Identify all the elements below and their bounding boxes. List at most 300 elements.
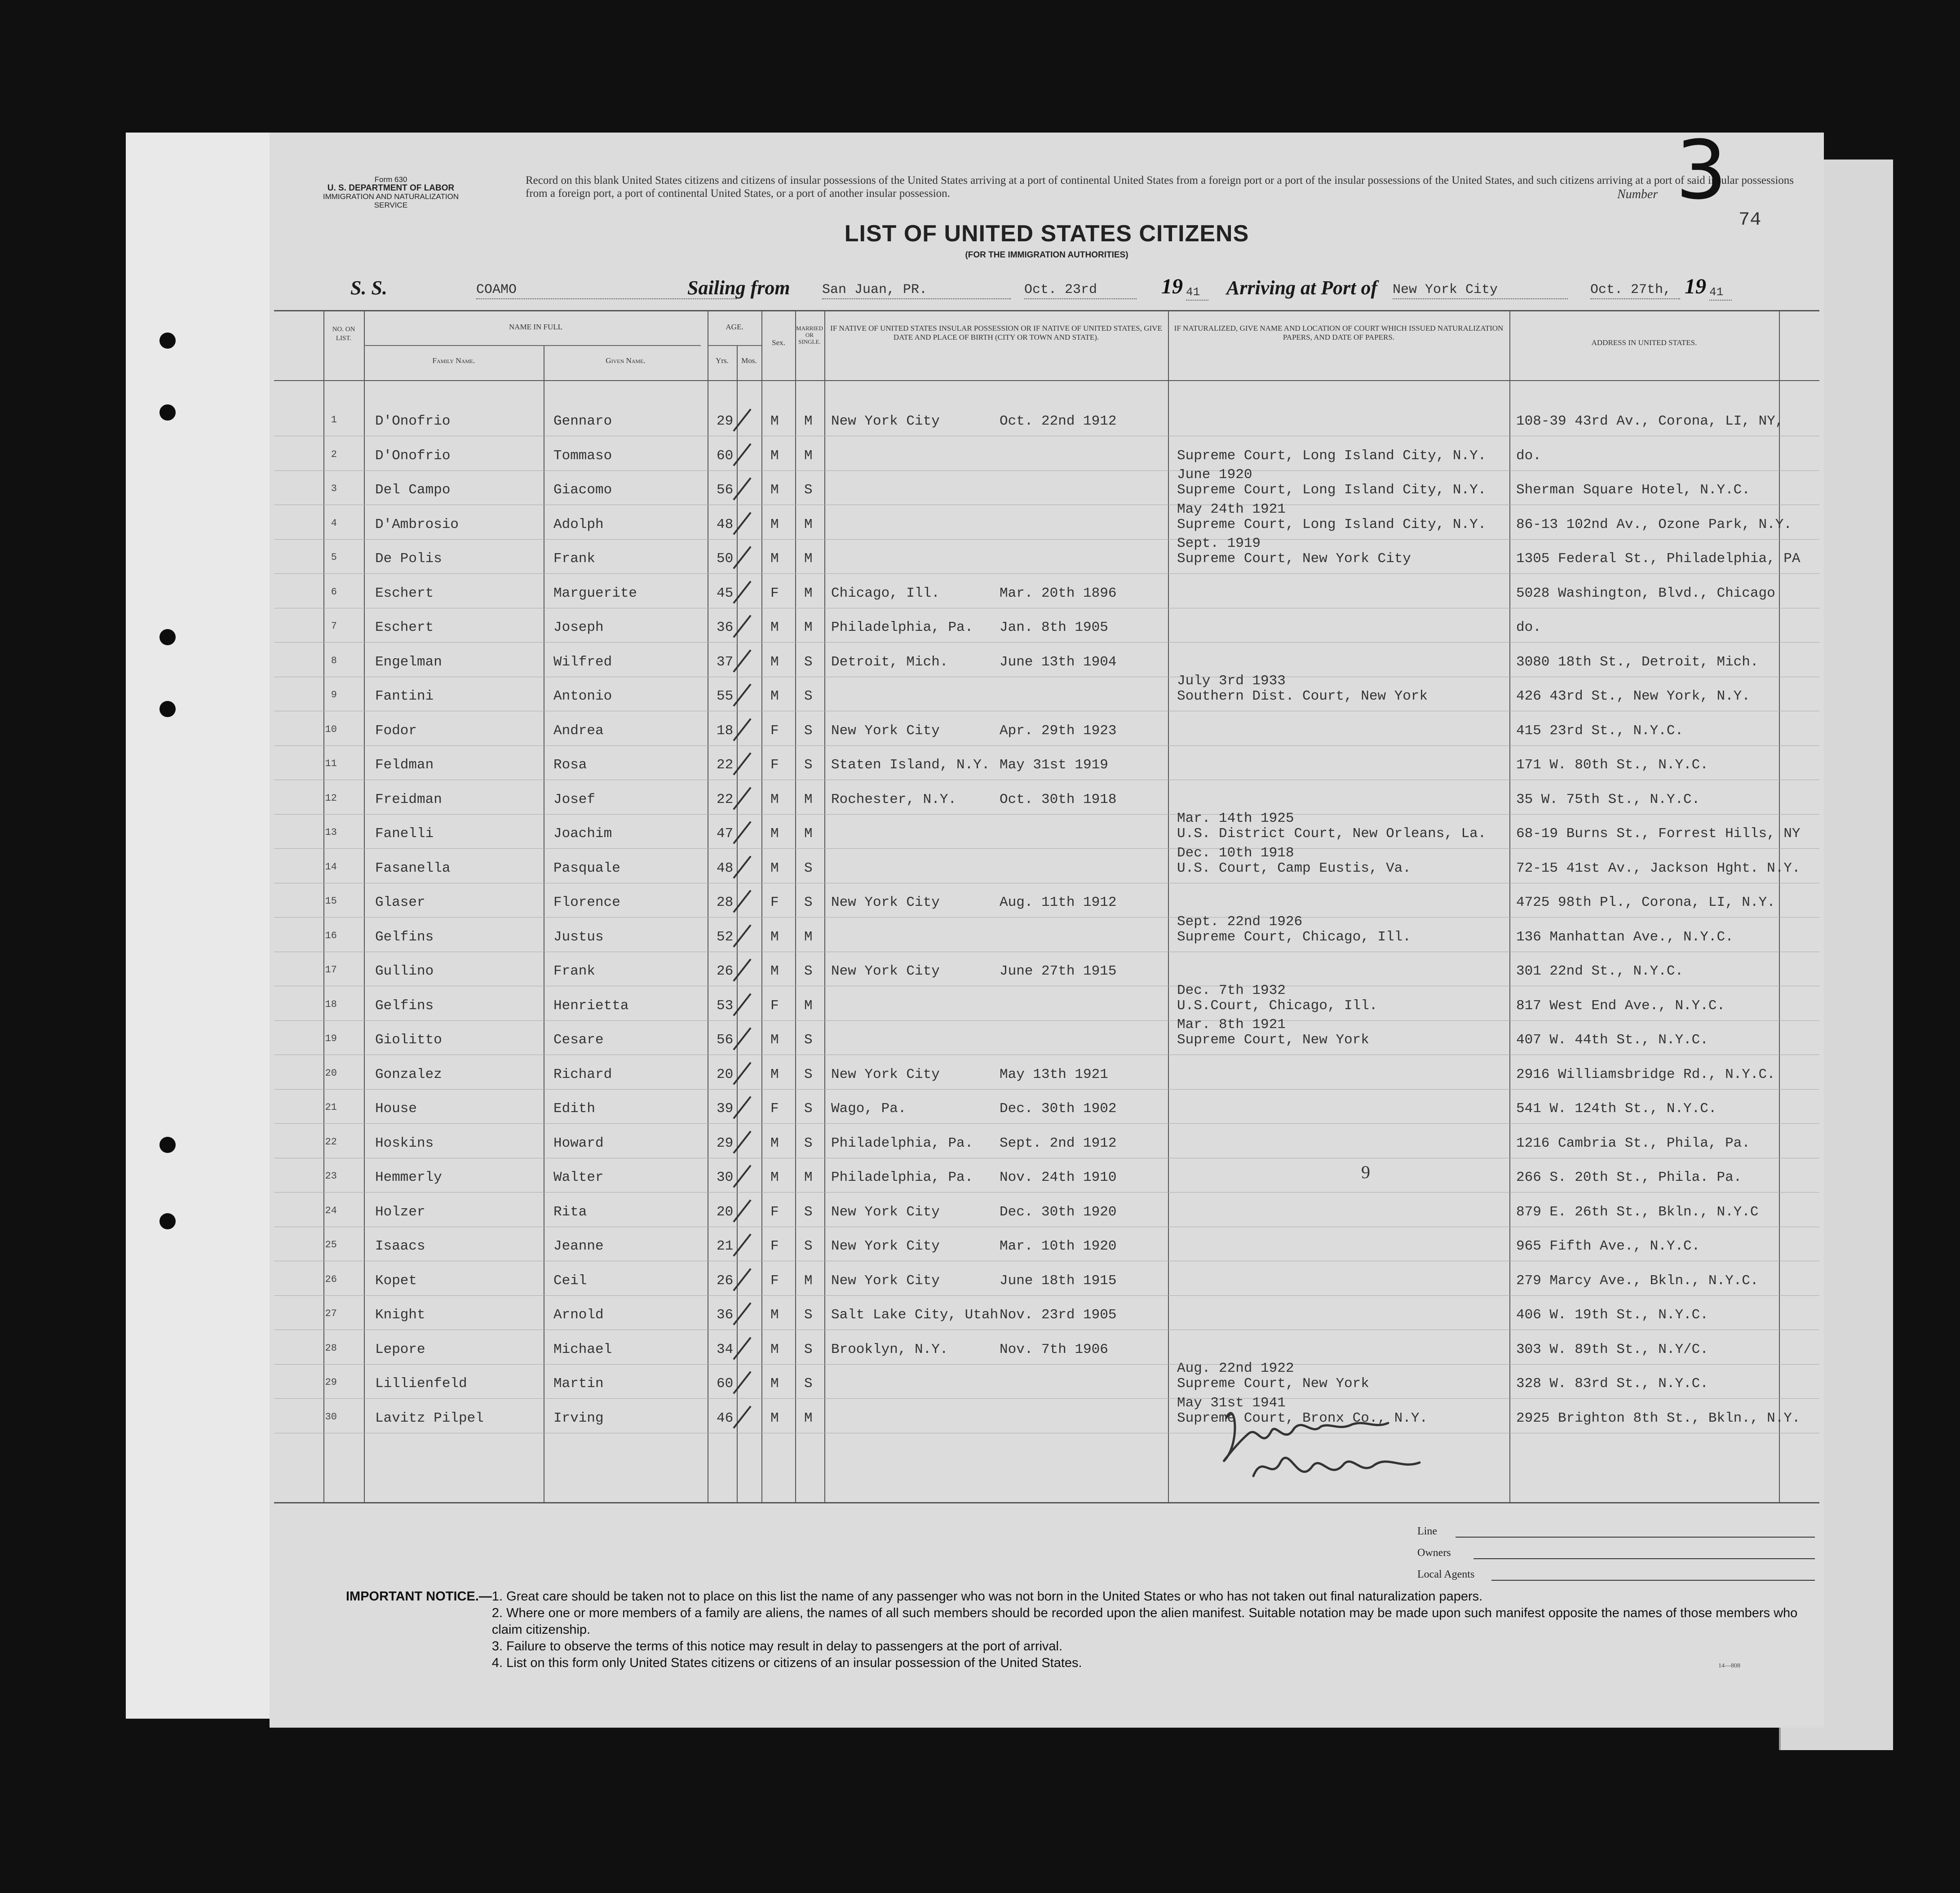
table-row (274, 982, 1819, 1022)
sex: M (770, 791, 779, 807)
given-name: Gennaro (553, 413, 612, 429)
punch-hole (159, 332, 176, 349)
family-name: Knight (375, 1307, 425, 1323)
row-number: 20 (325, 1067, 337, 1079)
marital-status: S (804, 895, 813, 910)
form-agency-block (319, 175, 463, 209)
naturalization-date: May 31st 1941 (1177, 1395, 1286, 1411)
row-number: 5 (331, 552, 337, 563)
naturalization-court: Supreme Court, Chicago, Ill. (1177, 929, 1411, 945)
notice-lead: IMPORTANT NOTICE.— (346, 1589, 492, 1604)
family-name: Fantini (375, 688, 434, 704)
table-row (274, 1160, 1819, 1194)
us-address: 407 W. 44th St., N.Y.C. (1516, 1032, 1708, 1048)
birth-date: May 13th 1921 (1000, 1066, 1108, 1082)
naturalization-court: Supreme Court, Long Island City, N.Y. (1177, 482, 1487, 498)
given-name: Giacomo (553, 482, 612, 498)
naturalization-court: Supreme Court, New York (1177, 1032, 1369, 1048)
row-number: 25 (325, 1239, 337, 1250)
age-years: 46 (717, 1410, 734, 1426)
col-header-name: NAME IN FULL (509, 323, 562, 331)
row-number: 27 (325, 1308, 337, 1319)
important-notice (346, 1588, 1801, 1671)
table-row (274, 438, 1819, 472)
marital-status: M (804, 826, 813, 842)
us-address: 965 Fifth Ave., N.Y.C. (1516, 1238, 1700, 1254)
table-row (274, 403, 1819, 438)
family-name: Gelfins (375, 997, 434, 1014)
table-row (274, 913, 1819, 953)
marital-status: M (804, 448, 813, 464)
sex: M (770, 929, 779, 945)
age-slash-mark (733, 1233, 751, 1256)
row-rule (274, 1295, 1819, 1296)
age-years: 20 (717, 1066, 734, 1082)
birth-date: Dec. 30th 1902 (1000, 1101, 1117, 1117)
sex: F (770, 1238, 779, 1254)
row-number: 10 (325, 723, 337, 735)
col-header-mos: Mos. (741, 356, 757, 365)
age-slash-mark (733, 1199, 751, 1222)
age-years: 55 (717, 688, 734, 704)
row-number: 1 (331, 414, 337, 426)
table-row (274, 1091, 1819, 1125)
marital-status: S (804, 1238, 813, 1254)
family-name: Giolitto (375, 1032, 442, 1048)
family-name: Fanelli (375, 826, 434, 842)
us-address: do. (1516, 448, 1541, 464)
naturalization-court: U.S. Court, Camp Eustis, Va. (1177, 860, 1411, 876)
naturalization-date: Sept. 1919 (1177, 536, 1261, 551)
given-name: Martin (553, 1376, 604, 1392)
us-address: 415 23rd St., N.Y.C. (1516, 723, 1684, 739)
family-name: Eschert (375, 585, 434, 601)
age-slash-mark (733, 1405, 751, 1428)
ss-label: S. S. (350, 277, 387, 299)
row-rule (274, 745, 1819, 746)
marital-status: S (804, 1204, 813, 1220)
row-rule (274, 573, 1819, 574)
us-address: 879 E. 26th St., Bkln., N.Y.C (1516, 1204, 1759, 1220)
age-slash-mark (733, 890, 751, 913)
age-years: 47 (717, 826, 734, 842)
row-rule (274, 642, 1819, 643)
sex: M (770, 1135, 779, 1151)
table-row (274, 610, 1819, 644)
family-name: Hoskins (375, 1135, 434, 1151)
age-slash-mark (733, 856, 751, 878)
table-row (274, 1126, 1819, 1160)
given-name: Frank (553, 963, 596, 979)
table-row (274, 713, 1819, 747)
row-rule (274, 1123, 1819, 1124)
age-years: 22 (717, 757, 734, 773)
marital-status: M (804, 791, 813, 807)
row-number: 6 (331, 586, 337, 598)
marital-status: S (804, 1376, 813, 1392)
birth-place: Philadelphia, Pa. (831, 1170, 973, 1185)
family-name: Lepore (375, 1341, 425, 1357)
family-name: Del Campo (375, 482, 451, 498)
birth-place: Salt Lake City, Utah (831, 1307, 999, 1323)
marital-status: S (804, 688, 813, 704)
given-name: Justus (553, 929, 604, 945)
page-stamp: 74 (1739, 209, 1761, 231)
row-number: 17 (325, 964, 337, 975)
row-number: 22 (325, 1136, 337, 1148)
naturalization-date: Mar. 14th 1925 (1177, 811, 1294, 826)
age-slash-mark (733, 1062, 751, 1085)
birth-date: Nov. 23rd 1905 (1000, 1307, 1117, 1323)
age-years: 36 (717, 620, 734, 635)
family-name: Glaser (375, 895, 425, 910)
year-prefix: 19 (1161, 275, 1183, 298)
given-name: Arnold (553, 1307, 604, 1323)
marital-status: S (804, 1032, 813, 1048)
given-name: Andrea (553, 723, 604, 739)
table-row (274, 1228, 1819, 1263)
row-number: 11 (325, 758, 337, 769)
row-number: 7 (331, 621, 337, 632)
us-address: 2925 Brighton 8th St., Bkln., N.Y. (1516, 1410, 1801, 1426)
row-number: 8 (331, 655, 337, 666)
sex: M (770, 1066, 779, 1082)
table-row (274, 782, 1819, 816)
row-number: 28 (325, 1342, 337, 1354)
age-years: 29 (717, 1135, 734, 1151)
age-slash-mark (733, 821, 751, 844)
row-rule (274, 814, 1819, 815)
us-address: 86-13 102nd Av., Ozone Park, N.Y. (1516, 516, 1792, 532)
age-slash-mark (733, 1130, 751, 1153)
us-address: Sherman Square Hotel, N.Y.C. (1516, 482, 1750, 498)
table-row (274, 644, 1819, 678)
sex: M (770, 1032, 779, 1048)
table-row (274, 1017, 1819, 1056)
row-number: 3 (331, 483, 337, 494)
sex: M (770, 1341, 779, 1357)
form-code: 14—808 (1718, 1662, 1740, 1669)
birth-place: Staten Island, N.Y. (831, 757, 990, 773)
us-address: 2916 Williamsbridge Rd., N.Y.C. (1516, 1066, 1775, 1082)
row-rule (274, 1020, 1819, 1021)
birth-date: Mar. 20th 1896 (1000, 585, 1117, 601)
table-row (274, 1332, 1819, 1366)
family-name: Lillienfeld (375, 1376, 467, 1392)
age-years: 39 (717, 1101, 734, 1117)
punch-hole (159, 1213, 176, 1229)
age-years: 48 (717, 860, 734, 876)
year-prefix: 19 (1685, 275, 1706, 298)
line-label: Line (1417, 1525, 1437, 1537)
us-address: 68-19 Burns St., Forrest Hills, NY (1516, 826, 1801, 842)
department-name: U. S. DEPARTMENT OF LABOR (327, 183, 455, 193)
marital-status: M (804, 585, 813, 601)
row-number: 21 (325, 1102, 337, 1113)
birth-place: Rochester, N.Y. (831, 791, 957, 807)
age-years: 56 (717, 482, 734, 498)
notice-item: 1. Great care should be taken not to place on this list the name of any passenger who was not born in the United States or who has not taken out final naturalization papers. (491, 1589, 1483, 1604)
row-number: 9 (331, 689, 337, 700)
marital-status: S (804, 963, 813, 979)
age-slash-mark (733, 443, 751, 466)
age-slash-mark (733, 1371, 751, 1394)
naturalization-court: U.S. District Court, New Orleans, La. (1177, 826, 1487, 842)
us-address: 1305 Federal St., Philadelphia, PA (1516, 551, 1801, 567)
table-row (274, 953, 1819, 988)
sex: M (770, 963, 779, 979)
family-name: Gullino (375, 963, 434, 979)
marital-status: S (804, 1341, 813, 1357)
col-header-no: NO. ON LIST. (332, 326, 355, 342)
birth-place: New York City (831, 1204, 940, 1220)
given-name: Edith (553, 1101, 596, 1117)
naturalization-date: May 24th 1921 (1177, 501, 1286, 517)
family-name: D'Ambrosio (375, 516, 459, 532)
given-name: Howard (553, 1135, 604, 1151)
departure-date: Oct. 23rd (1024, 282, 1137, 299)
naturalization-court: Supreme Court, Bronx Co., N.Y. (1177, 1410, 1428, 1426)
birth-place: Detroit, Mich. (831, 654, 948, 670)
us-address: 303 W. 89th St., N.Y/C. (1516, 1341, 1708, 1357)
marital-status: S (804, 1101, 813, 1117)
given-name: Frank (553, 551, 596, 567)
naturalization-date: Aug. 22nd 1922 (1177, 1361, 1294, 1376)
age-years: 53 (717, 997, 734, 1014)
age-years: 56 (717, 1032, 734, 1048)
marital-status: S (804, 482, 813, 498)
age-slash-mark (733, 958, 751, 981)
row-rule (274, 1364, 1819, 1365)
family-name: Isaacs (375, 1238, 425, 1254)
age-years: 34 (717, 1341, 734, 1357)
notice-item: 4. List on this form only United States citizens or citizens of an insular possession of the United States. (491, 1656, 1082, 1670)
col-header-address: ADDRESS IN UNITED STATES. (1591, 338, 1697, 347)
age-years: 18 (717, 723, 734, 739)
sex: F (770, 757, 779, 773)
naturalization-date: Dec. 10th 1918 (1177, 845, 1294, 861)
birth-date: June 13th 1904 (1000, 654, 1117, 670)
row-number: 29 (325, 1377, 337, 1388)
age-slash-mark (733, 581, 751, 603)
age-slash-mark (733, 546, 751, 569)
table-row (274, 1395, 1819, 1435)
departure-year: 41 (1186, 285, 1208, 301)
family-name: De Polis (375, 551, 442, 567)
birth-place: New York City (831, 1238, 940, 1254)
age-slash-mark (733, 1337, 751, 1360)
col-header-naturalized: IF NATURALIZED, GIVE NAME AND LOCATION OF COURT WHICH ISSUED NATURALIZATION PAPERS, AND DATE OF PAPERS. (1174, 324, 1504, 341)
sex: F (770, 585, 779, 601)
us-address: 301 22nd St., N.Y.C. (1516, 963, 1684, 979)
owners-underline (1473, 1558, 1815, 1559)
us-address: 3080 18th St., Detroit, Mich. (1516, 654, 1759, 670)
sex: F (770, 997, 779, 1014)
family-name: Hemmerly (375, 1170, 442, 1185)
age-slash-mark (733, 752, 751, 775)
birth-date: Apr. 29th 1923 (1000, 723, 1117, 739)
birth-date: Jan. 8th 1905 (1000, 620, 1108, 635)
row-number: 18 (325, 998, 337, 1010)
row-number: 23 (325, 1170, 337, 1182)
birth-place: New York City (831, 723, 940, 739)
sex: M (770, 1307, 779, 1323)
birth-place: New York City (831, 1066, 940, 1082)
row-number: 2 (331, 448, 337, 460)
age-slash-mark (733, 683, 751, 706)
form-number: Form 630 (374, 175, 407, 184)
birth-date: Sept. 2nd 1912 (1000, 1135, 1117, 1151)
col-header-given: Given Name. (606, 356, 646, 365)
sex: M (770, 826, 779, 842)
us-address: 171 W. 80th St., N.Y.C. (1516, 757, 1708, 773)
age-years: 20 (717, 1204, 734, 1220)
table-row (274, 501, 1819, 541)
given-name: Pasquale (553, 860, 620, 876)
age-header-separator (708, 345, 761, 346)
marital-status: S (804, 1307, 813, 1323)
col-header-married: MARRIED OR SINGLE. (796, 325, 823, 345)
marital-status: M (804, 1272, 813, 1289)
age-years: 21 (717, 1238, 734, 1254)
handwritten-signature (1208, 1391, 1460, 1490)
us-address: 266 S. 20th St., Phila. Pa. (1516, 1170, 1742, 1185)
age-slash-mark (733, 477, 751, 500)
marital-status: S (804, 723, 813, 739)
birth-place: Brooklyn, N.Y. (831, 1341, 948, 1357)
arrival-port: New York City (1393, 282, 1568, 299)
punch-hole (159, 1137, 176, 1153)
given-name: Irving (553, 1410, 604, 1426)
notice-item: 3. Failure to observe the terms of this notice may result in delay to passengers at the port of arrival. (491, 1639, 1063, 1654)
us-address: 817 West End Ave., N.Y.C. (1516, 997, 1726, 1014)
family-name: D'Onofrio (375, 448, 451, 464)
arrival-date: Oct. 27th, (1590, 282, 1680, 299)
age-years: 45 (717, 585, 734, 601)
marital-status: M (804, 1170, 813, 1185)
manifest-sheet (270, 124, 1824, 1728)
marital-status: M (804, 551, 813, 567)
name-header-separator (364, 345, 701, 346)
sex: M (770, 482, 779, 498)
birth-place: New York City (831, 413, 940, 429)
given-name: Henrietta (553, 997, 629, 1014)
row-number: 16 (325, 930, 337, 941)
family-name: Gelfins (375, 929, 434, 945)
age-slash-mark (733, 408, 751, 431)
intro-instructions: Record on this blank United States citizens and citizens of insular possessions of the United States arriving at a port of continental United States from a foreign port or a port of the insular possessions of the United States, and such citizens arriving at a port of said insular possessions from a foreign port, a port of continental United States, or a port of another insular possession. (526, 174, 1794, 199)
us-address: 4725 98th Pl., Corona, LI, N.Y. (1516, 895, 1775, 910)
row-rule (274, 848, 1819, 849)
given-name: Florence (553, 895, 620, 910)
us-address: 541 W. 124th St., N.Y.C. (1516, 1101, 1717, 1117)
birth-date: Nov. 7th 1906 (1000, 1341, 1108, 1357)
marital-status: S (804, 860, 813, 876)
birth-date: Aug. 11th 1912 (1000, 895, 1117, 910)
marital-status: M (804, 929, 813, 945)
us-address: 5028 Washington, Blvd., Chicago (1516, 585, 1775, 601)
age-years: 37 (717, 654, 734, 670)
age-slash-mark (733, 512, 751, 535)
sex: F (770, 895, 779, 910)
col-header-age: AGE. (726, 323, 743, 331)
row-number: 14 (325, 861, 337, 873)
page-subtitle: (FOR THE IMMIGRATION AUTHORITIES) (965, 250, 1128, 260)
given-name: Joachim (553, 826, 612, 842)
departure-port: San Juan, PR. (822, 282, 1011, 299)
birth-date: June 18th 1915 (1000, 1272, 1117, 1289)
us-address: 35 W. 75th St., N.Y.C. (1516, 791, 1700, 807)
list-number: 3 (1676, 124, 1727, 217)
given-name: Tommaso (553, 448, 612, 464)
age-years: 60 (717, 448, 734, 464)
row-number: 26 (325, 1273, 337, 1285)
us-address: 136 Manhattan Ave., N.Y.C. (1516, 929, 1734, 945)
family-name: Kopet (375, 1272, 417, 1289)
naturalization-court: Supreme Court, Long Island City, N.Y. (1177, 516, 1487, 532)
age-slash-mark (733, 1027, 751, 1050)
birth-place: New York City (831, 963, 940, 979)
given-name: Marguerite (553, 585, 637, 601)
table-row (274, 1057, 1819, 1091)
table-row (274, 576, 1819, 610)
sailing-label: Sailing from (687, 277, 790, 299)
naturalization-court: Southern Dist. Court, New York (1177, 688, 1428, 704)
sex: M (770, 413, 779, 429)
marital-status: S (804, 757, 813, 773)
local-agents-underline (1491, 1580, 1815, 1581)
age-slash-mark (733, 1096, 751, 1119)
row-rule (274, 917, 1819, 918)
passenger-table (274, 310, 1819, 1503)
punch-hole (159, 701, 176, 717)
family-name: Gonzalez (375, 1066, 442, 1082)
row-number: 13 (325, 827, 337, 838)
family-name: Feldman (375, 757, 434, 773)
naturalization-date: July 3rd 1933 (1177, 673, 1286, 689)
row-number: 24 (325, 1205, 337, 1216)
table-row (274, 845, 1819, 885)
age-slash-mark (733, 1268, 751, 1291)
table-row (274, 885, 1819, 919)
marital-status: S (804, 1066, 813, 1082)
sex: M (770, 1376, 779, 1392)
marital-status: M (804, 997, 813, 1014)
naturalization-date: Dec. 7th 1932 (1177, 982, 1286, 998)
row-rule (274, 539, 1819, 540)
birth-date: June 27th 1915 (1000, 963, 1117, 979)
family-name: Fasanella (375, 860, 451, 876)
given-name: Antonio (553, 688, 612, 704)
local-agents-label: Local Agents (1417, 1569, 1475, 1580)
family-name: Eschert (375, 620, 434, 635)
family-name: Fodor (375, 723, 417, 739)
marital-status: M (804, 516, 813, 532)
naturalization-date: Sept. 22nd 1926 (1177, 913, 1303, 930)
sex: F (770, 1204, 779, 1220)
age-slash-mark (733, 787, 751, 810)
birth-place: New York City (831, 895, 940, 910)
age-years: 48 (717, 516, 734, 532)
age-years: 36 (717, 1307, 734, 1323)
us-address: 426 43rd St., New York, N.Y. (1516, 688, 1750, 704)
naturalization-court: Supreme Court, Long Island City, N.Y. (1177, 448, 1487, 464)
row-rule (274, 1398, 1819, 1399)
given-name: Wilfred (553, 654, 612, 670)
us-address: 406 W. 19th St., N.Y.C. (1516, 1307, 1708, 1323)
birth-date: Nov. 24th 1910 (1000, 1170, 1117, 1185)
given-name: Rosa (553, 757, 587, 773)
